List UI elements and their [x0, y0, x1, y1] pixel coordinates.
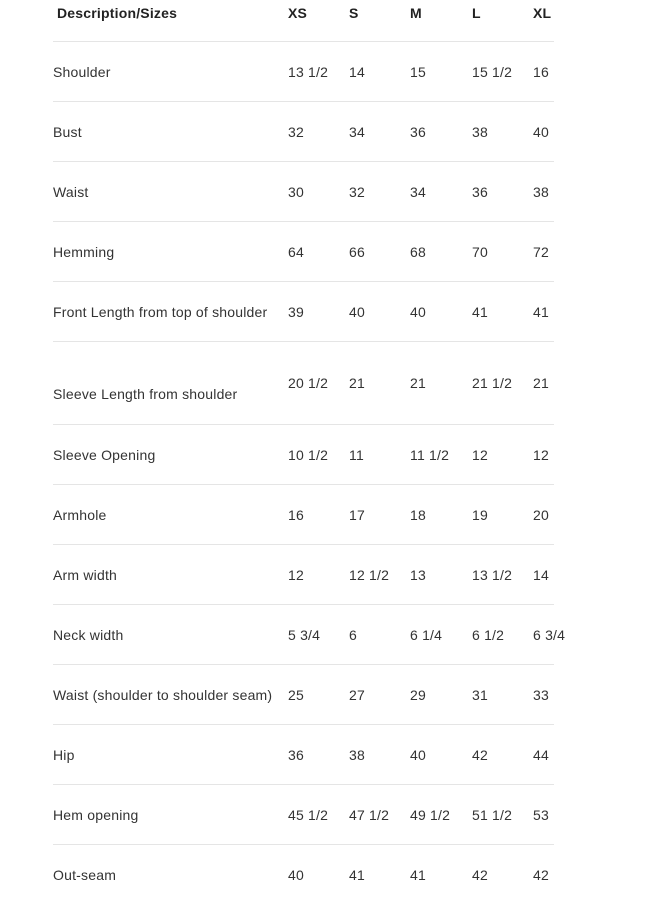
cell-l: 42	[472, 867, 488, 883]
cell-xs: 5 3/4	[288, 627, 321, 643]
cell-xs: 16	[288, 507, 304, 523]
cell-m: 15	[410, 64, 426, 80]
cell-xs: 64	[288, 244, 304, 260]
table-row	[53, 162, 554, 222]
cell-xl: 40	[533, 124, 549, 140]
table-row	[53, 102, 554, 162]
row-label: Sleeve Length from shoulder	[53, 386, 238, 402]
table-row	[53, 485, 554, 545]
size-chart-table	[53, 0, 566, 883]
cell-s: 12 1/2	[349, 567, 390, 583]
cell-s: 40	[349, 304, 365, 320]
header-size-m: M	[410, 5, 422, 21]
cell-xl: 44	[533, 747, 549, 763]
cell-l: 21 1/2	[472, 375, 513, 391]
table-row	[53, 222, 554, 282]
cell-xl: 20	[533, 507, 549, 523]
header-size-s: S	[349, 5, 359, 21]
cell-xs: 30	[288, 184, 304, 200]
cell-s: 38	[349, 747, 365, 763]
row-label: Hem opening	[53, 807, 139, 823]
cell-xl: 41	[533, 304, 549, 320]
cell-s: 21	[349, 375, 365, 391]
cell-l: 51 1/2	[472, 807, 513, 823]
cell-l: 41	[472, 304, 488, 320]
cell-xl: 72	[533, 244, 549, 260]
cell-xl: 33	[533, 687, 549, 703]
cell-l: 12	[472, 447, 488, 463]
row-label: Bust	[53, 124, 82, 140]
cell-s: 47 1/2	[349, 807, 390, 823]
table-row	[53, 42, 554, 102]
row-label: Out-seam	[53, 867, 117, 883]
cell-l: 6 1/2	[472, 627, 505, 643]
cell-m: 18	[410, 507, 426, 523]
table-row	[53, 665, 554, 725]
header-description: Description/Sizes	[57, 5, 178, 21]
row-label: Waist	[53, 184, 89, 200]
row-label: Hemming	[53, 244, 115, 260]
cell-l: 42	[472, 747, 488, 763]
cell-m: 36	[410, 124, 426, 140]
row-label: Hip	[53, 747, 75, 763]
table-row	[53, 845, 554, 905]
cell-s: 11	[349, 447, 364, 463]
row-label: Front Length from top of shoulder	[53, 304, 268, 320]
cell-s: 34	[349, 124, 365, 140]
table-row	[53, 282, 554, 342]
cell-m: 34	[410, 184, 426, 200]
row-label: Arm width	[53, 567, 118, 583]
cell-l: 31	[472, 687, 488, 703]
table-row	[53, 545, 554, 605]
cell-s: 32	[349, 184, 365, 200]
table-row	[53, 425, 554, 485]
cell-l: 15 1/2	[472, 64, 513, 80]
cell-m: 40	[410, 304, 426, 320]
cell-s: 6	[349, 627, 357, 643]
cell-m: 40	[410, 747, 426, 763]
cell-xl: 53	[533, 807, 549, 823]
cell-xs: 25	[288, 687, 304, 703]
cell-s: 17	[349, 507, 365, 523]
header-size-l: L	[472, 5, 481, 21]
cell-xl: 6 3/4	[533, 627, 566, 643]
cell-xs: 20 1/2	[288, 375, 329, 391]
cell-m: 49 1/2	[410, 807, 451, 823]
cell-m: 6 1/4	[410, 627, 443, 643]
cell-xs: 40	[288, 867, 304, 883]
cell-l: 13 1/2	[472, 567, 513, 583]
cell-m: 29	[410, 687, 426, 703]
cell-xl: 38	[533, 184, 549, 200]
row-label: Waist (shoulder to shoulder seam)	[53, 687, 273, 703]
cell-s: 14	[349, 64, 365, 80]
table-row	[53, 605, 566, 665]
header-size-xs: XS	[288, 5, 308, 21]
cell-l: 70	[472, 244, 488, 260]
row-label: Sleeve Opening	[53, 447, 156, 463]
cell-s: 27	[349, 687, 365, 703]
row-label: Armhole	[53, 507, 107, 523]
cell-s: 41	[349, 867, 365, 883]
cell-m: 68	[410, 244, 426, 260]
cell-xl: 14	[533, 567, 549, 583]
cell-xl: 16	[533, 64, 549, 80]
cell-m: 13	[410, 567, 426, 583]
cell-xl: 12	[533, 447, 549, 463]
cell-m: 11 1/2	[410, 447, 450, 463]
cell-xs: 13 1/2	[288, 64, 329, 80]
cell-xs: 36	[288, 747, 304, 763]
cell-l: 36	[472, 184, 488, 200]
cell-l: 19	[472, 507, 488, 523]
table-row	[53, 725, 554, 785]
row-label: Neck width	[53, 627, 124, 643]
cell-xs: 32	[288, 124, 304, 140]
cell-xs: 39	[288, 304, 304, 320]
table-row	[53, 785, 554, 845]
header-size-xl: XL	[533, 5, 552, 21]
cell-xl: 42	[533, 867, 549, 883]
cell-l: 38	[472, 124, 488, 140]
cell-m: 41	[410, 867, 426, 883]
table-header-row	[53, 0, 554, 42]
cell-xl: 21	[533, 375, 549, 391]
cell-s: 66	[349, 244, 365, 260]
cell-m: 21	[410, 375, 426, 391]
cell-xs: 12	[288, 567, 304, 583]
cell-xs: 10 1/2	[288, 447, 329, 463]
row-label: Shoulder	[53, 64, 111, 80]
cell-xs: 45 1/2	[288, 807, 329, 823]
table-row	[53, 342, 554, 425]
